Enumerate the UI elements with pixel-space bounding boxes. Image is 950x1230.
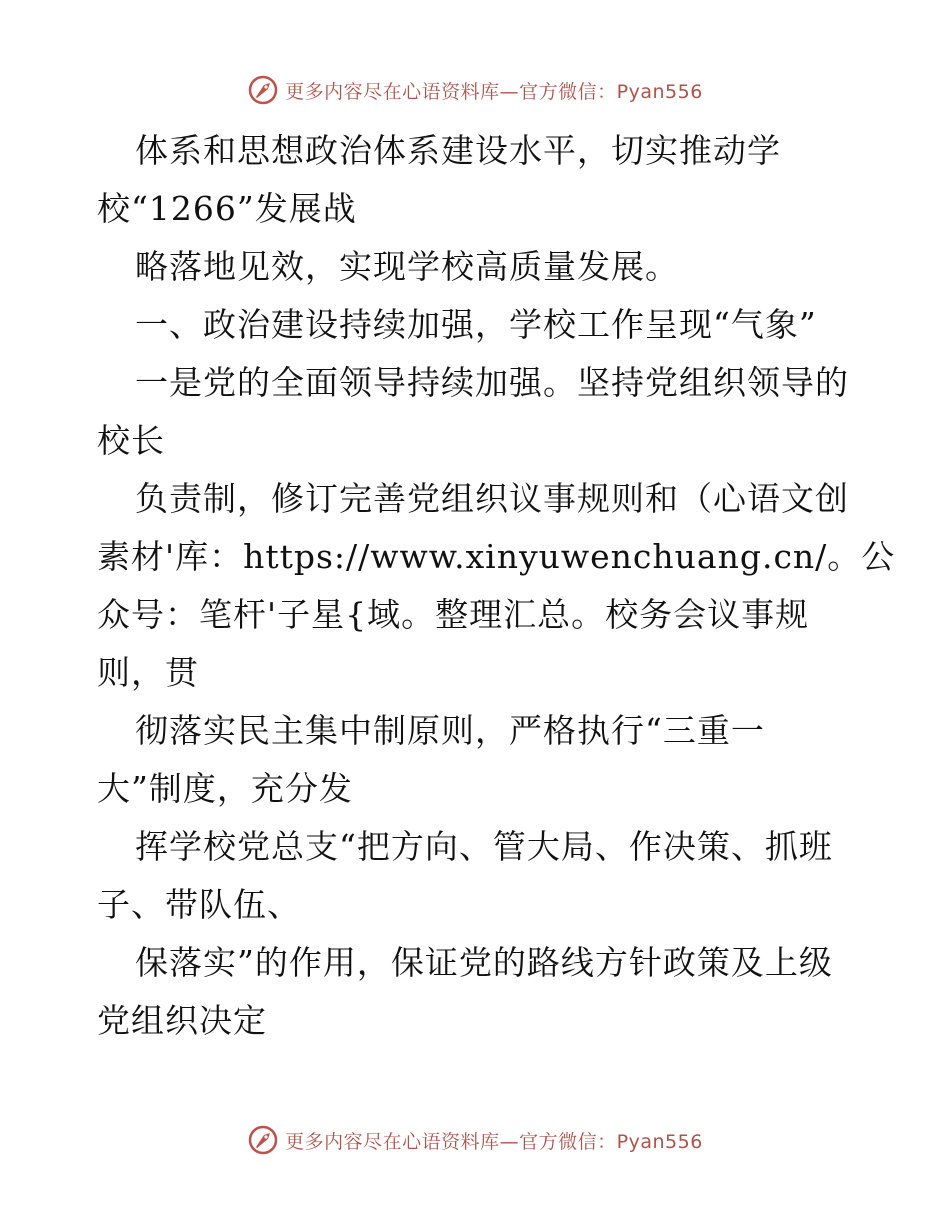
text-line: 保落实”的作用，保证党的路线方针政策及上级 [135, 943, 833, 982]
watermark-text: 更多内容尽在心语资料库—官方微信：Pyan556 [285, 80, 703, 103]
text-line: 党组织决定 [97, 1001, 267, 1040]
watermark-text: 更多内容尽在心语资料库—官方微信：Pyan556 [285, 1130, 703, 1153]
fountain-pen-nib-icon [247, 1124, 279, 1156]
text-line: 体系和思想政治体系建设水平，切实推动学 [135, 131, 781, 170]
text-line: 众号：笔杆'子星{域。整理汇总。校务会议事规 [97, 595, 810, 634]
text-line: 一是党的全面领导持续加强。坚持党组织领导的 [135, 363, 849, 402]
text-line: 大”制度，充分发 [97, 769, 353, 808]
text-line: 挥学校党总支“把方向、管大局、作决策、抓班 [135, 827, 833, 866]
text-line: 负责制，修订完善党组织议事规则和（心语文创 [135, 479, 849, 518]
text-line: 校“1266”发展战 [97, 189, 357, 228]
section-heading: 一、政治建设持续加强，学校工作呈现“气象” [135, 305, 817, 344]
text-line: 则，贯 [97, 653, 199, 692]
text-line: 校长 [97, 421, 165, 460]
header-watermark [0, 70, 950, 110]
text-line: 彻落实民主集中制原则，严格执行“三重一 [135, 711, 765, 750]
text-line: 子、带队伍、 [97, 885, 301, 924]
document-body [97, 122, 896, 1050]
text-line: 略落地见效，实现学校高质量发展。 [135, 247, 679, 286]
footer-watermark [0, 1120, 950, 1160]
text-line: 素材'库：https://www.xinyuwenchuang.cn/。公 [97, 537, 896, 576]
fountain-pen-nib-icon [247, 74, 279, 106]
